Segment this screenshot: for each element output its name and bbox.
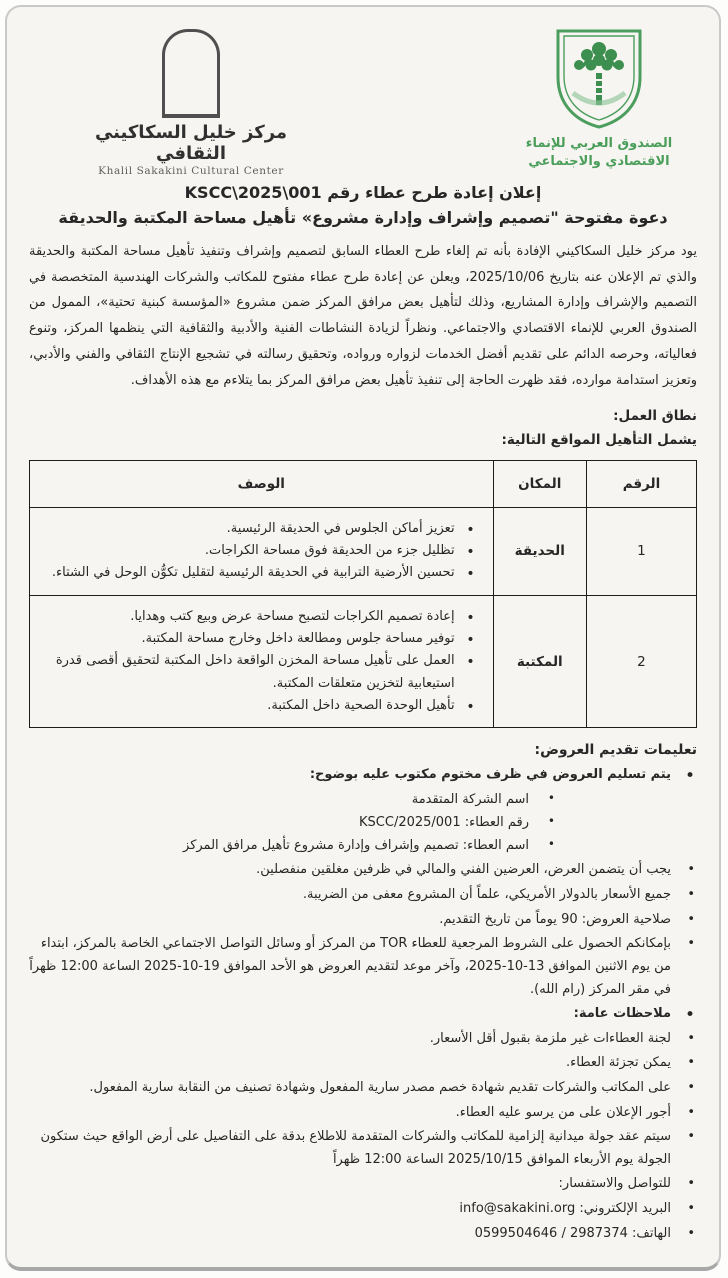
tree-icon bbox=[574, 42, 624, 105]
envelope-sublist bbox=[29, 788, 559, 857]
row-number: 2 bbox=[586, 595, 696, 728]
envelope-company-name: • اسم الشركة المتقدمة bbox=[29, 788, 559, 811]
instruction-envelope bbox=[29, 764, 697, 857]
row-number: 1 bbox=[586, 507, 696, 595]
description-item: • العمل على تأهيل مساحة المخزن الواقعة داخل المكتبة لتحقيق أقصى قدرة استيعابية لتخزين متعلقات المكتبة. bbox=[38, 650, 487, 695]
row-place: الحديقة bbox=[493, 507, 586, 595]
column-header-number: الرقم bbox=[586, 460, 696, 507]
instruction-item: • يجب أن يتضمن العرض، العرضين الفني والمالي في ظرفين مغلقين منفصلين. bbox=[29, 859, 697, 882]
notes-heading: • ملاحظات عامة: bbox=[29, 1003, 697, 1026]
note-item: • للتواصل والاستفسار: bbox=[29, 1173, 697, 1196]
envelope-label: يتم تسليم العروض في ظرف مختوم مكتوب عليه بوضوح: bbox=[309, 767, 671, 783]
contact-email: • البريد الإلكتروني: info@sakakini.org bbox=[29, 1198, 697, 1221]
description-item: • إعادة تصميم الكراجات لتصبح مساحة عرض وبيع كتب وهدايا. bbox=[38, 606, 487, 628]
tender-number-code: KSCC/2025/001 bbox=[359, 815, 461, 831]
intro-paragraph: يود مركز خليل السكاكيني الإفادة بأنه تم إلغاء طرح العطاء السابق لتصميم وإشراف وتنفيذ تأهيل مساحة المكتبة والحديقة والذي تم الإعلان عنه بتاريخ 2025/10/06، ويعلن عن إعادة طرح عطاء مفتوح للمكاتب والشركات الهندسية المتخصصة في التصميم والإشراف وإدارة المشاريع، وذلك لتأهيل بعض مرافق المركز ضمن مشروع «المؤسسة كبنية تحتية»، الممول من الصندوق العربي للإنماء الاقتصادي والاجتماعي. ونظراً لزيادة النشاطات الفنية والأدبية والثقافية التي ينظمها المركز، وتنوع فعالياته، وحرصه الدائم على تقديم أفضل الخدمات لزواره ورواده، وتحقيق رسالته في تشجيع الإنتاج الثقافي والفني والأدبي، وتعزيز استدامة موارده، فقد ظهرت الحاجة إلى تنفيذ تأهيل بعض مرافق المركز بما يتلاءم مع هذه الأهداف. bbox=[29, 244, 697, 388]
instruction-item: • جميع الأسعار بالدولار الأمريكي، علماً أن المشروع معفى من الضريبة. bbox=[29, 884, 697, 907]
phone-numbers: 2987374 / 0599504646 bbox=[474, 1225, 628, 1241]
scope-heading: نطاق العمل: bbox=[613, 408, 697, 425]
sakakini-arabic-name: مركز خليل السكاكيني الثقافي bbox=[94, 122, 288, 164]
table-row bbox=[30, 507, 697, 595]
column-header-description: الوصف bbox=[30, 460, 494, 507]
description-item: • تأهيل الوحدة الصحية داخل المكتبة. bbox=[38, 695, 487, 717]
arab-fund-name-line2: الاقتصادي والاجتماعي bbox=[528, 153, 670, 169]
description-item: • تظليل جزء من الحديقة فوق مساحة الكراجات. bbox=[38, 540, 487, 562]
row-place: المكتبة bbox=[493, 595, 586, 728]
note-item: • لجنة العطاءات غير ملزمة بقبول أقل الأسعار. bbox=[29, 1028, 697, 1051]
note-item: • أجور الإعلان على من يرسو عليه العطاء. bbox=[29, 1102, 697, 1125]
envelope-tender-name: • اسم العطاء: تصميم وإشراف وإدارة مشروع تأهيل مرافق المركز bbox=[29, 834, 559, 857]
table-header-row bbox=[30, 460, 697, 507]
arab-fund-name-line1: الصندوق العربي للإنماء bbox=[525, 136, 673, 151]
tender-announcement-page bbox=[5, 5, 721, 1271]
envelope-tender-number: • رقم العطاء: KSCC/2025/001 bbox=[29, 811, 559, 834]
tender-number: KSCC\2025\001 bbox=[184, 183, 322, 202]
note-item: • على المكاتب والشركات تقديم شهادة خصم مصدر سارية المفعول وشهادة تصنيف من النقابة سارية المفعول. bbox=[29, 1077, 697, 1100]
note-item: • يمكن تجزئة العطاء. bbox=[29, 1052, 697, 1075]
table-row bbox=[30, 595, 697, 728]
column-header-place: المكان bbox=[493, 460, 586, 507]
sakakini-logo bbox=[91, 27, 291, 177]
arch-icon bbox=[162, 29, 220, 118]
row-description bbox=[30, 595, 494, 728]
title-line2: دعوة مفتوحة "تصميم وإشراف وإدارة مشروع» تأهيل مساحة المكتبة والحديقة bbox=[58, 208, 668, 227]
instruction-item: • بإمكانكم الحصول على الشروط المرجعية للعطاء TOR من المركز أو وسائل التواصل الاجتماعي الخاصة بالمركز، ابتداء من يوم الاثنين الموافق 13-10-2025، وآخر موعد لتقديم العروض هو الأحد الموافق 19-10-2025 الساعة 12:00 ظهراً في مقر المركز (رام الله). bbox=[29, 933, 697, 1001]
instructions-list bbox=[29, 764, 697, 1245]
instructions-heading: تعليمات تقديم العروض: bbox=[534, 742, 697, 759]
title-line1 bbox=[29, 183, 697, 202]
description-item: • تحسين الأرضية الترابية في الحديقة الرئيسية لتقليل تكوُّن الوحل في الشتاء. bbox=[38, 562, 487, 584]
description-item: • توفير مساحة جلوس ومطالعة داخل وخارج مساحة المكتبة. bbox=[38, 628, 487, 650]
row-description bbox=[30, 507, 494, 595]
arab-fund-shield-icon bbox=[547, 27, 651, 131]
document-header bbox=[29, 27, 697, 177]
note-item: • سيتم عقد جولة ميدانية إلزامية للمكاتب والشركات المتقدمة للاطلاع بدقة على التفاصيل على أرض الواقع حيث ستكون الجولة يوم الأربعاء الموافق 2025/10/15 الساعة 12:00 ظهراً bbox=[29, 1126, 697, 1171]
email-address: info@sakakini.org bbox=[459, 1200, 576, 1216]
instruction-item: • صلاحية العروض: 90 يوماً من تاريخ التقديم. bbox=[29, 909, 697, 932]
description-item: • تعزيز أماكن الجلوس في الحديقة الرئيسية. bbox=[38, 518, 487, 540]
arab-fund-logo bbox=[519, 27, 679, 170]
scope-subheading: يشمل التأهيل المواقع التالية: bbox=[501, 432, 697, 448]
title-line1-text: إعلان إعادة طرح عطاء رقم bbox=[327, 183, 542, 202]
announcement-title bbox=[29, 183, 697, 227]
sakakini-english-name: Khalil Sakakini Cultural Center bbox=[98, 165, 284, 177]
contact-phone: • الهاتف: 2987374 / 0599504646 bbox=[29, 1223, 697, 1246]
scope-table bbox=[29, 460, 697, 729]
